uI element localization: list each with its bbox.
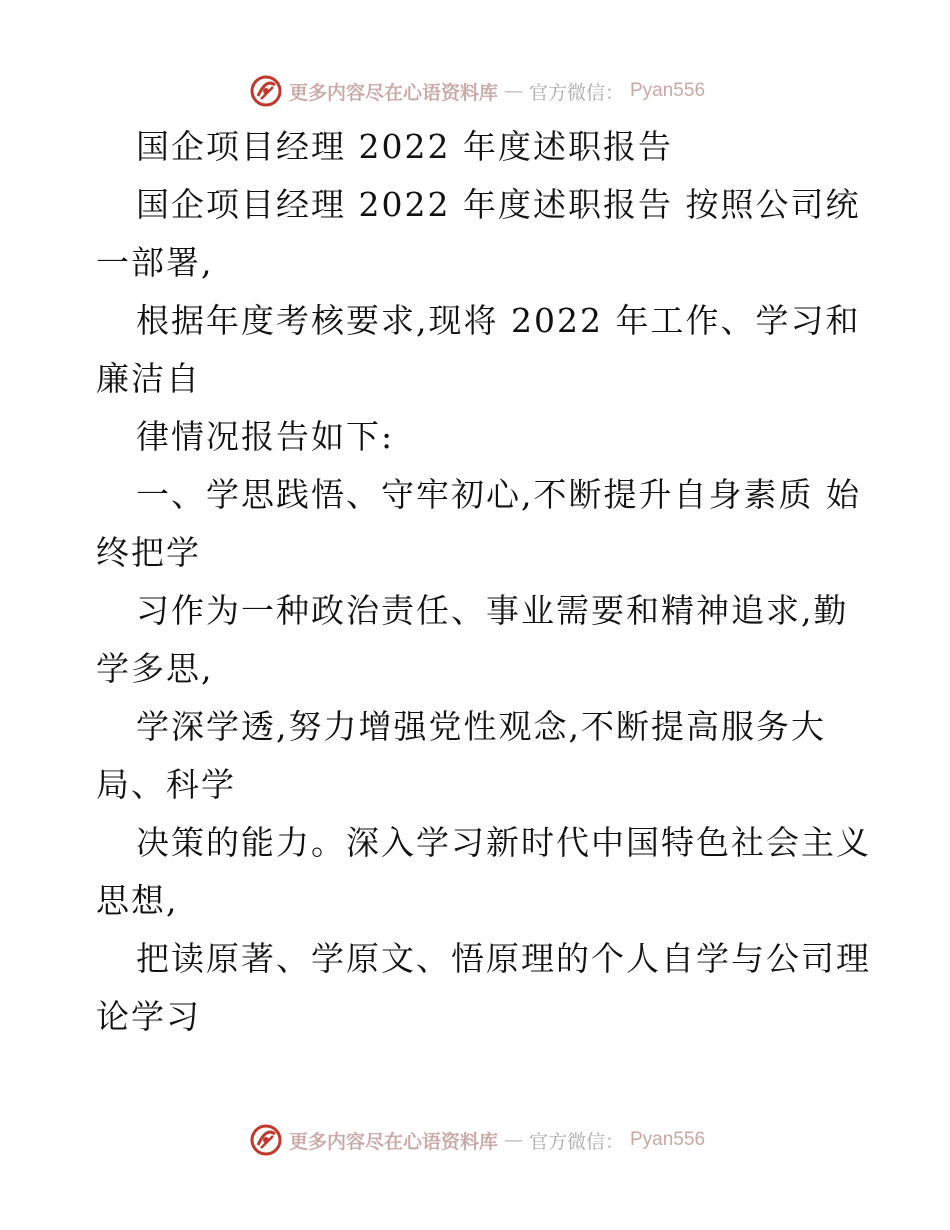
document-line: 习作为一种政治责任、事业需要和精神追求,勤 bbox=[136, 591, 849, 630]
document-body bbox=[96, 118, 871, 1046]
footer-watermark-banner bbox=[0, 1118, 950, 1162]
header-wechat-label: 官方微信： bbox=[528, 81, 624, 104]
header-wechat-id: Pyan556 bbox=[630, 80, 706, 101]
document-line: 廉洁自 bbox=[96, 359, 201, 398]
footer-brand-text: 更多内容尽在心语资料库 bbox=[288, 1130, 498, 1153]
document-line: 学多思, bbox=[96, 649, 214, 688]
document-line: 把读原著、学原文、悟原理的个人自学与公司理 bbox=[136, 939, 871, 978]
document-line: 一部署, bbox=[96, 243, 214, 282]
document-line: 决策的能力。深入学习新时代中国特色社会主义 bbox=[136, 823, 871, 862]
document-line: 国企项目经理 2022 年度述职报告 按照公司统 bbox=[136, 185, 861, 224]
document-line: 论学习 bbox=[96, 997, 201, 1036]
document-line: 局、科学 bbox=[96, 765, 236, 804]
document-line: 国企项目经理 2022 年度述职报告 bbox=[136, 127, 673, 166]
header-brand-text: 更多内容尽在心语资料库 bbox=[288, 81, 498, 104]
header-banner-content bbox=[249, 74, 705, 108]
document-line: 根据年度考核要求,现将 2022 年工作、学习和 bbox=[136, 301, 861, 340]
document-line: 一、学思践悟、守牢初心,不断提升自身素质 始 bbox=[136, 475, 861, 514]
footer-wechat-id: Pyan556 bbox=[630, 1129, 706, 1150]
document-line: 思想, bbox=[96, 881, 179, 920]
header-watermark-banner bbox=[0, 69, 950, 113]
document-line: 律情况报告如下: bbox=[136, 417, 395, 456]
brand-logo-icon bbox=[249, 1123, 283, 1157]
document-line: 学深学透,努力增强党性观念,不断提高服务大 bbox=[136, 707, 826, 746]
footer-wechat-label: 官方微信： bbox=[528, 1130, 624, 1153]
footer-separator: — bbox=[503, 1129, 523, 1151]
footer-banner-content bbox=[249, 1123, 705, 1157]
brand-logo-icon bbox=[249, 74, 283, 108]
header-separator: — bbox=[503, 80, 523, 102]
document-line: 终把学 bbox=[96, 533, 201, 572]
